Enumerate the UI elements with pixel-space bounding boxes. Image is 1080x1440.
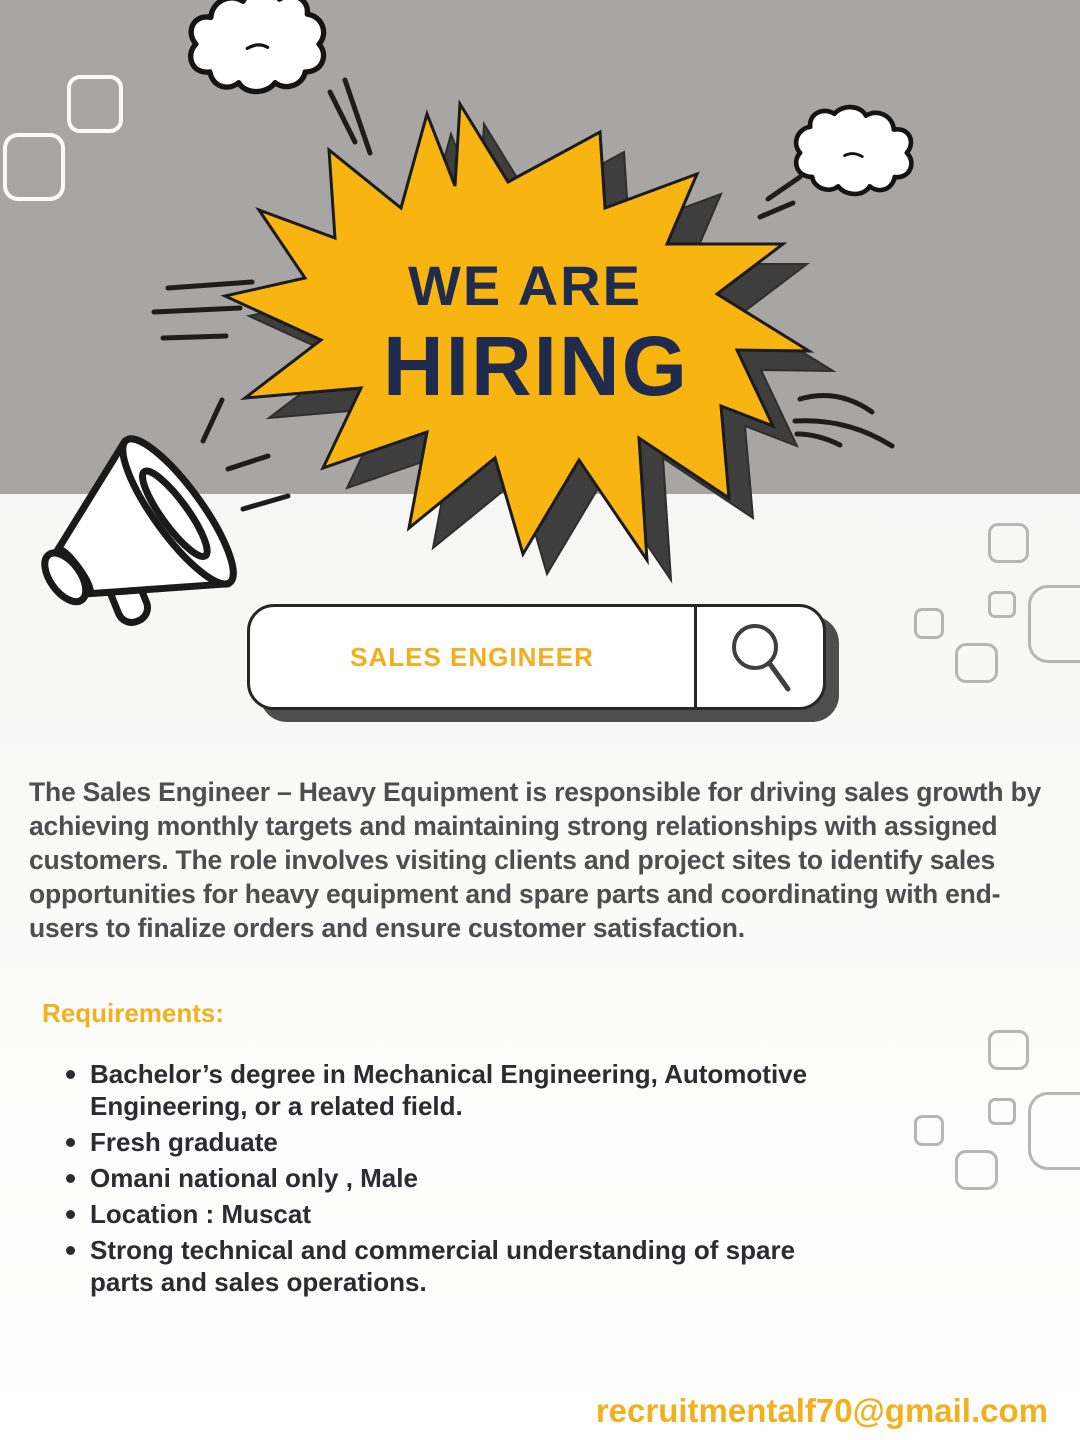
requirement-item: Bachelor’s degree in Mechanical Engineering, Automotive Engineering, or a related field. (62, 1058, 810, 1122)
job-title-searchbar[interactable] (247, 604, 826, 710)
deco-rounded-square (955, 1150, 998, 1190)
smoke-cloud-icon (788, 94, 918, 208)
deco-rounded-square (988, 1098, 1016, 1125)
deco-rounded-square (3, 133, 65, 201)
requirement-item: Location : Muscat (62, 1198, 810, 1230)
megaphone-icon (18, 402, 273, 672)
requirement-item: Fresh graduate (62, 1126, 810, 1158)
deco-rounded-square (1028, 585, 1080, 663)
deco-rounded-square (914, 1115, 944, 1146)
deco-rounded-square (988, 1030, 1029, 1070)
deco-rounded-square (914, 608, 944, 639)
deco-rounded-square (955, 643, 998, 683)
search-button[interactable] (694, 607, 823, 707)
headline-we-are: WE ARE (408, 254, 642, 317)
headline-hiring: HIRING (383, 319, 689, 413)
deco-rounded-square (988, 523, 1029, 563)
deco-rounded-square (988, 591, 1016, 618)
requirements-list (62, 1058, 810, 1302)
search-input[interactable] (250, 607, 694, 707)
starburst-badge (205, 96, 845, 588)
magnifier-icon (724, 615, 796, 699)
search-value: SALES ENGINEER (350, 641, 594, 672)
requirements-heading: Requirements: (42, 998, 225, 1028)
requirement-item: Omani national only , Male (62, 1162, 810, 1194)
smoke-cloud-icon (183, 0, 333, 98)
requirement-item: Strong technical and commercial understanding of spare parts and sales operations. (62, 1234, 810, 1298)
deco-rounded-square (1028, 1092, 1080, 1170)
contact-email-link[interactable]: recruitmentalf70@gmail.com (595, 1392, 1048, 1429)
deco-rounded-square (67, 75, 123, 133)
job-description: The Sales Engineer – Heavy Equipment is responsible for driving sales growth by achieving monthly targets and maintaining strong relationships with assigned customers. The role involves visiting clients and project sites to identify sales opportunities for heavy equipment and spare parts and coordinating with end-users to finalize orders and ensure customer satisfaction. (29, 776, 1042, 943)
